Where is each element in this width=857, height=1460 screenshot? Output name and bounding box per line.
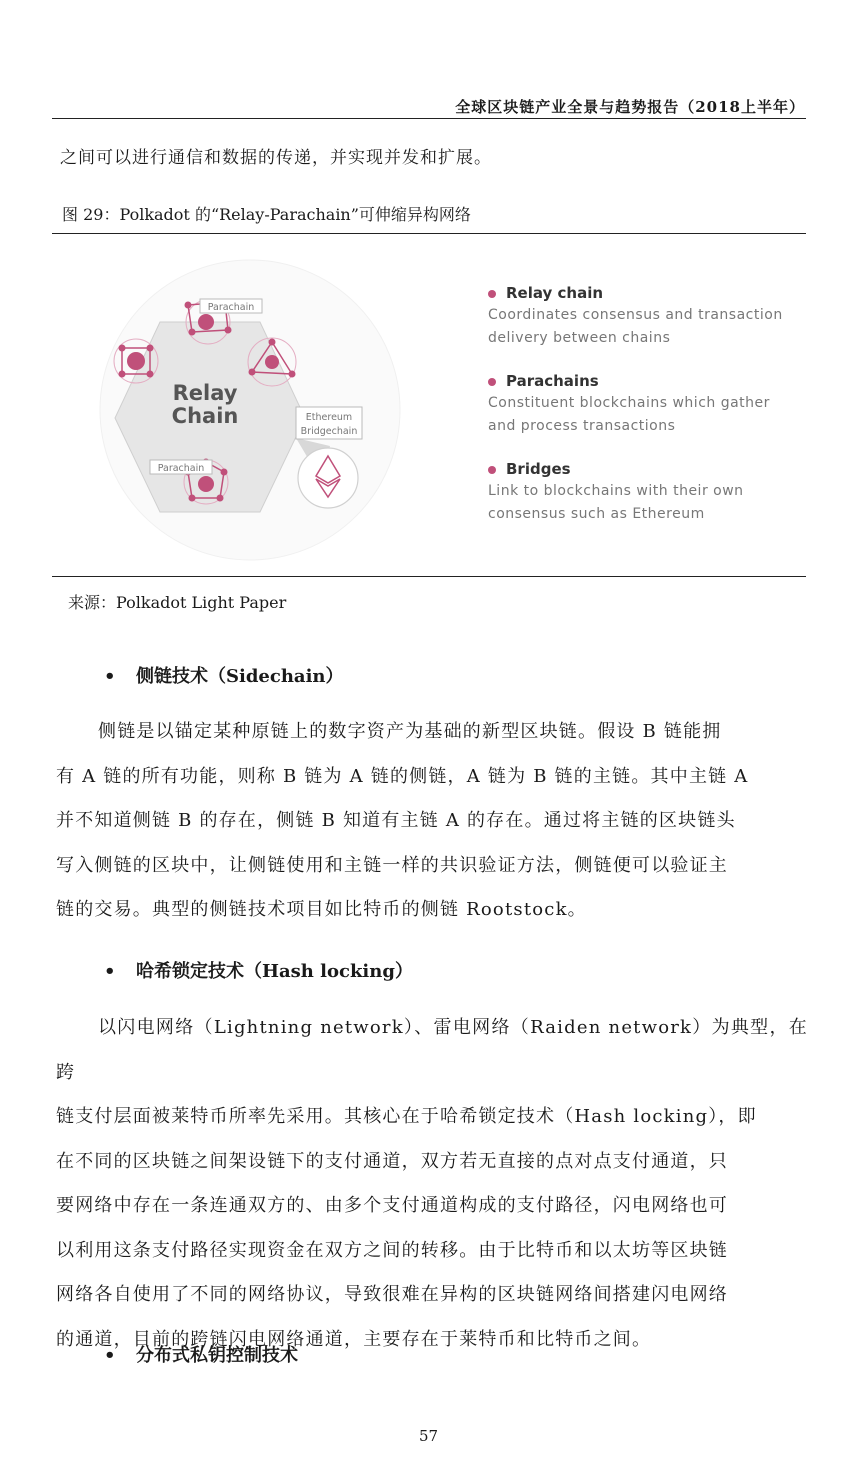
figure-top-rule xyxy=(52,233,806,234)
paragraph-line: 链支付层面被莱特币所率先采用。其核心在于哈希锁定技术（Hash locking），即 xyxy=(56,1106,757,1127)
figure-bottom-rule xyxy=(52,576,806,577)
figure-source: 来源：Polkadot Light Paper xyxy=(68,593,287,612)
relay-chain-label-1: Relay xyxy=(172,381,238,405)
bullet-icon: • xyxy=(104,666,116,687)
legend-bullet-icon xyxy=(488,290,496,298)
section-heading-sidechain xyxy=(104,662,344,688)
legend-item-relay-chain xyxy=(488,284,818,350)
figure-legend xyxy=(488,284,818,548)
paragraph-line: 的通道，目前的跨链闪电网络通道，主要存在于莱特币和比特币之间。 xyxy=(56,1328,652,1350)
legend-desc-line: and process transactions xyxy=(488,418,676,434)
legend-bullet-icon xyxy=(488,378,496,386)
section-heading-text: 侧链技术（Sidechain） xyxy=(136,666,344,687)
paragraph-line: 网络各自使用了不同的网络协议，导致很难在异构的区块链网络间搭建闪电网络 xyxy=(56,1284,728,1305)
section-heading-hash-locking xyxy=(104,957,413,983)
legend-desc-line: Link to blockchains with their own xyxy=(488,483,744,499)
header-rule xyxy=(52,118,806,119)
legend-title: Parachains xyxy=(506,372,599,390)
legend-item-bridges xyxy=(488,460,818,526)
paragraph-hash-locking xyxy=(56,1006,808,1362)
legend-title: Bridges xyxy=(506,460,571,478)
bridge-label-2: Bridgechain xyxy=(300,426,358,437)
legend-desc-line: delivery between chains xyxy=(488,330,671,346)
legend-desc-line: Constituent blockchains which gather xyxy=(488,395,770,411)
parachain-bottom-label: Parachain xyxy=(157,463,205,474)
relay-chain-label-2: Chain xyxy=(171,404,239,428)
section-heading-text: 哈希锁定技术（Hash locking） xyxy=(136,961,413,982)
legend-title: Relay chain xyxy=(506,284,604,302)
section-heading-distributed-key-control xyxy=(104,1341,298,1367)
paragraph-line: 侧链是以锚定某种原链上的数字资产为基础的新型区块链。假设 B 链能拥 xyxy=(98,721,722,742)
legend-bullet-icon xyxy=(488,466,496,474)
bullet-icon: • xyxy=(104,1345,116,1366)
bridge-label-1: Ethereum xyxy=(305,412,353,423)
relay-parachain-diagram xyxy=(60,250,480,570)
section-heading-text: 分布式私钥控制技术 xyxy=(136,1345,298,1366)
paragraph-line: 有 A 链的所有功能，则称 B 链为 A 链的侧链，A 链为 B 链的主链。其中主链 A xyxy=(56,765,749,787)
running-header: 全球区块链产业全景与趋势报告（2018上半年） xyxy=(455,98,805,116)
legend-desc-line: consensus such as Ethereum xyxy=(488,506,705,522)
paragraph-line: 写入侧链的区块中，让侧链使用和主链一样的共识验证方法，侧链便可以验证主 xyxy=(56,854,728,876)
legend-desc-line: Coordinates consensus and transaction xyxy=(488,307,783,323)
paragraph-line: 以利用这条支付路径实现资金在双方之间的转移。由于比特币和以太坊等区块链 xyxy=(56,1239,728,1261)
page-number: 57 xyxy=(418,1427,439,1445)
paragraph-line: 链的交易。典型的侧链技术项目如比特币的侧链 Rootstock。 xyxy=(56,899,587,920)
parachain-top-label: Parachain xyxy=(207,302,255,313)
paragraph-line: 要网络中存在一条连通双方的、由多个支付通道构成的支付路径，闪电网络也可 xyxy=(56,1195,728,1216)
figure-caption: 图 29：Polkadot 的“Relay-Parachain”可伸缩异构网络 xyxy=(62,205,471,224)
bullet-icon: • xyxy=(104,961,116,982)
paragraph-line: 在不同的区块链之间架设链下的支付通道，双方若无直接的点对点支付通道，只 xyxy=(56,1150,728,1172)
paragraph-line: 并不知道侧链 B 的存在，侧链 B 知道有主链 A 的存在。通过将主链的区块链头 xyxy=(56,810,736,831)
paragraph-sidechain xyxy=(56,710,808,933)
legend-item-parachains xyxy=(488,372,818,438)
paragraph-line: 以闪电网络（Lightning network）、雷电网络（Raiden network）为典型，在跨 xyxy=(56,1017,808,1083)
intro-line: 之间可以进行通信和数据的传递，并实现并发和扩展。 xyxy=(60,148,492,168)
